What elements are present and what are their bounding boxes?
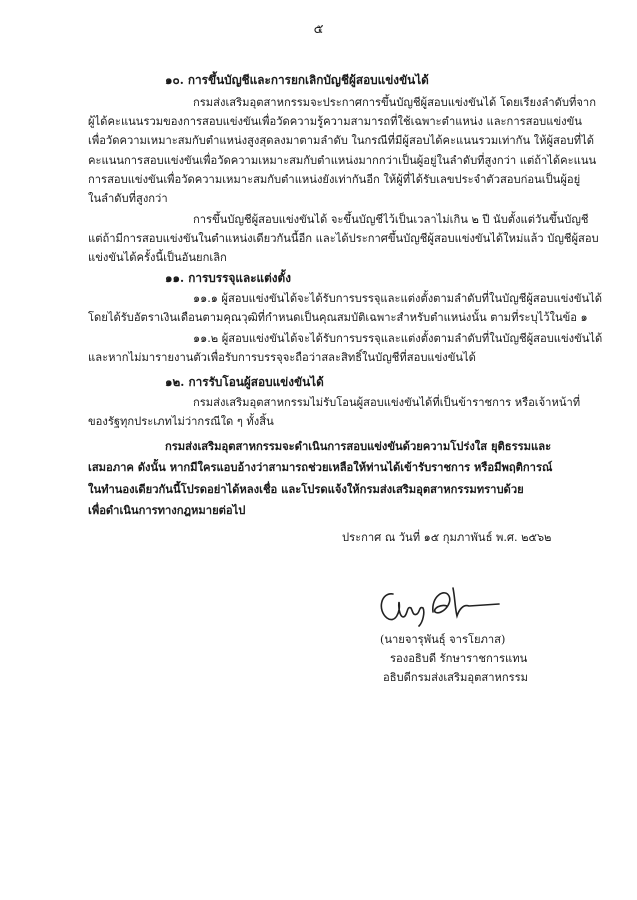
signatory-position: รองอธิบดี รักษาราชการแทน — [390, 652, 528, 665]
announce-date: ประกาศ ณ วันที่ ๑๕ กุมภาพันธ์ พ.ศ. ๒๕๖๒ — [342, 531, 552, 544]
section-11-item1-line: โดยได้รับอัตราเงินเดือนตามคุณวุฒิที่กำหนดเป็นคุณสมบัติเฉพาะสำหรับตำแหน่งนั้น ตามที่ระบุไว้ในข้อ ๑ — [88, 311, 588, 324]
signature-image — [375, 582, 505, 630]
section-10-para1-line: กรมส่งเสริมอุตสาหกรรมจะประกาศการขึ้นบัญชีผู้สอบแข่งขันได้ โดยเรียงลำดับที่จาก — [193, 96, 596, 109]
section-12-para-line: ของรัฐทุกประเภทไม่ว่ากรณีใด ๆ ทั้งสิ้น — [88, 415, 274, 428]
section-10-para1-line: คะแนนการสอบแข่งขันเพื่อวัดความเหมาะสมกับตำแหน่งมากกว่าเป็นผู้อยู่ในลำดับที่สูงกว่า แต่ถ้าได้คะแนน — [88, 154, 597, 167]
closing-line: เสมอภาค ดังนั้น หากมีใครแอบอ้างว่าสามารถช่วยเหลือให้ท่านได้เข้ารับราชการ หรือมีพฤติการณ์ — [88, 460, 553, 474]
closing-line: กรมส่งเสริมอุตสาหกรรมจะดำเนินการสอบแข่งขันด้วยความโปร่งใส ยุติธรรมและ — [165, 439, 552, 453]
section-10-para1-line: ในลำดับที่สูงกว่า — [88, 192, 168, 205]
section-10-para1-line: ผู้ได้คะแนนรวมของการสอบแข่งขันเพื่อวัดความรู้ความสามารถที่ใช้เฉพาะตำแหน่ง และการสอบแข่งขัน — [88, 115, 582, 128]
closing-line: ในทำนองเดียวกันนี้โปรดอย่าได้หลงเชื่อ และโปรดแจ้งให้กรมส่งเสริมอุตสาหกรรมทราบด้วย — [88, 482, 524, 496]
closing-line: เพื่อดำเนินการทางกฎหมายต่อไป — [88, 503, 246, 517]
section-11-item2-line: ๑๑.๒ ผู้สอบแข่งขันได้จะได้รับการบรรจุและแต่งตั้งตามลำดับที่ในบัญชีผู้สอบแข่งขันได้ — [193, 332, 603, 345]
section-10-para2-line: แข่งขันได้ครั้งนี้เป็นอันยกเลิก — [88, 251, 227, 264]
section-10-para2-line: แต่ถ้ามีการสอบแข่งขันในตำแหน่งเดียวกันนี้อีก และได้ประกาศขึ้นบัญชีผู้สอบแข่งขันได้ใหม่แล้ว บัญชีผู้สอบ — [88, 232, 599, 245]
signatory-name: (นายจารุพันธุ์ จารโยภาส) — [380, 633, 506, 646]
section-10-para1-line: เพื่อวัดความเหมาะสมกับตำแหน่งสูงสุดลงมาตามลำดับ ในกรณีที่มีผู้สอบได้คะแนนรวมเท่ากัน ให้ผู้สอบที่ได้ — [88, 134, 594, 147]
section-10-para1-line: การสอบแข่งขันเพื่อวัดความเหมาะสมกับตำแหน่งยังเท่ากันอีก ให้ผู้ที่ได้รับเลขประจำตัวสอบก่อนเป็นผู้อยู่ — [88, 173, 581, 186]
section-11-heading: ๑๑. การบรรจุและแต่งตั้ง — [165, 271, 291, 285]
section-12-heading: ๑๒. การรับโอนผู้สอบแข่งขันได้ — [165, 375, 324, 389]
section-10-heading: ๑๐. การขึ้นบัญชีและการยกเลิกบัญชีผู้สอบแข่งขันได้ — [165, 73, 429, 87]
section-10-para2-line: การขึ้นบัญชีผู้สอบแข่งขันได้ จะขึ้นบัญชีไว้เป็นเวลาไม่เกิน ๒ ปี นับตั้งแต่วันขึ้นบัญชี — [193, 213, 589, 226]
page-number: ๕ — [313, 22, 324, 37]
section-11-item2-line: และหากไม่มารายงานตัวเพื่อรับการบรรจุจะถือว่าสละสิทธิ์ในบัญชีที่สอบแข่งขันได้ — [88, 351, 476, 364]
section-12-para-line: กรมส่งเสริมอุตสาหกรรมไม่รับโอนผู้สอบแข่งขันได้ที่เป็นข้าราชการ หรือเจ้าหน้าที่ — [193, 396, 581, 409]
signatory-position: อธิบดีกรมส่งเสริมอุตสาหกรรม — [383, 671, 529, 684]
section-11-item1-line: ๑๑.๑ ผู้สอบแข่งขันได้จะได้รับการบรรจุและแต่งตั้งตามลำดับที่ในบัญชีผู้สอบแข่งขันได้ — [193, 292, 603, 305]
